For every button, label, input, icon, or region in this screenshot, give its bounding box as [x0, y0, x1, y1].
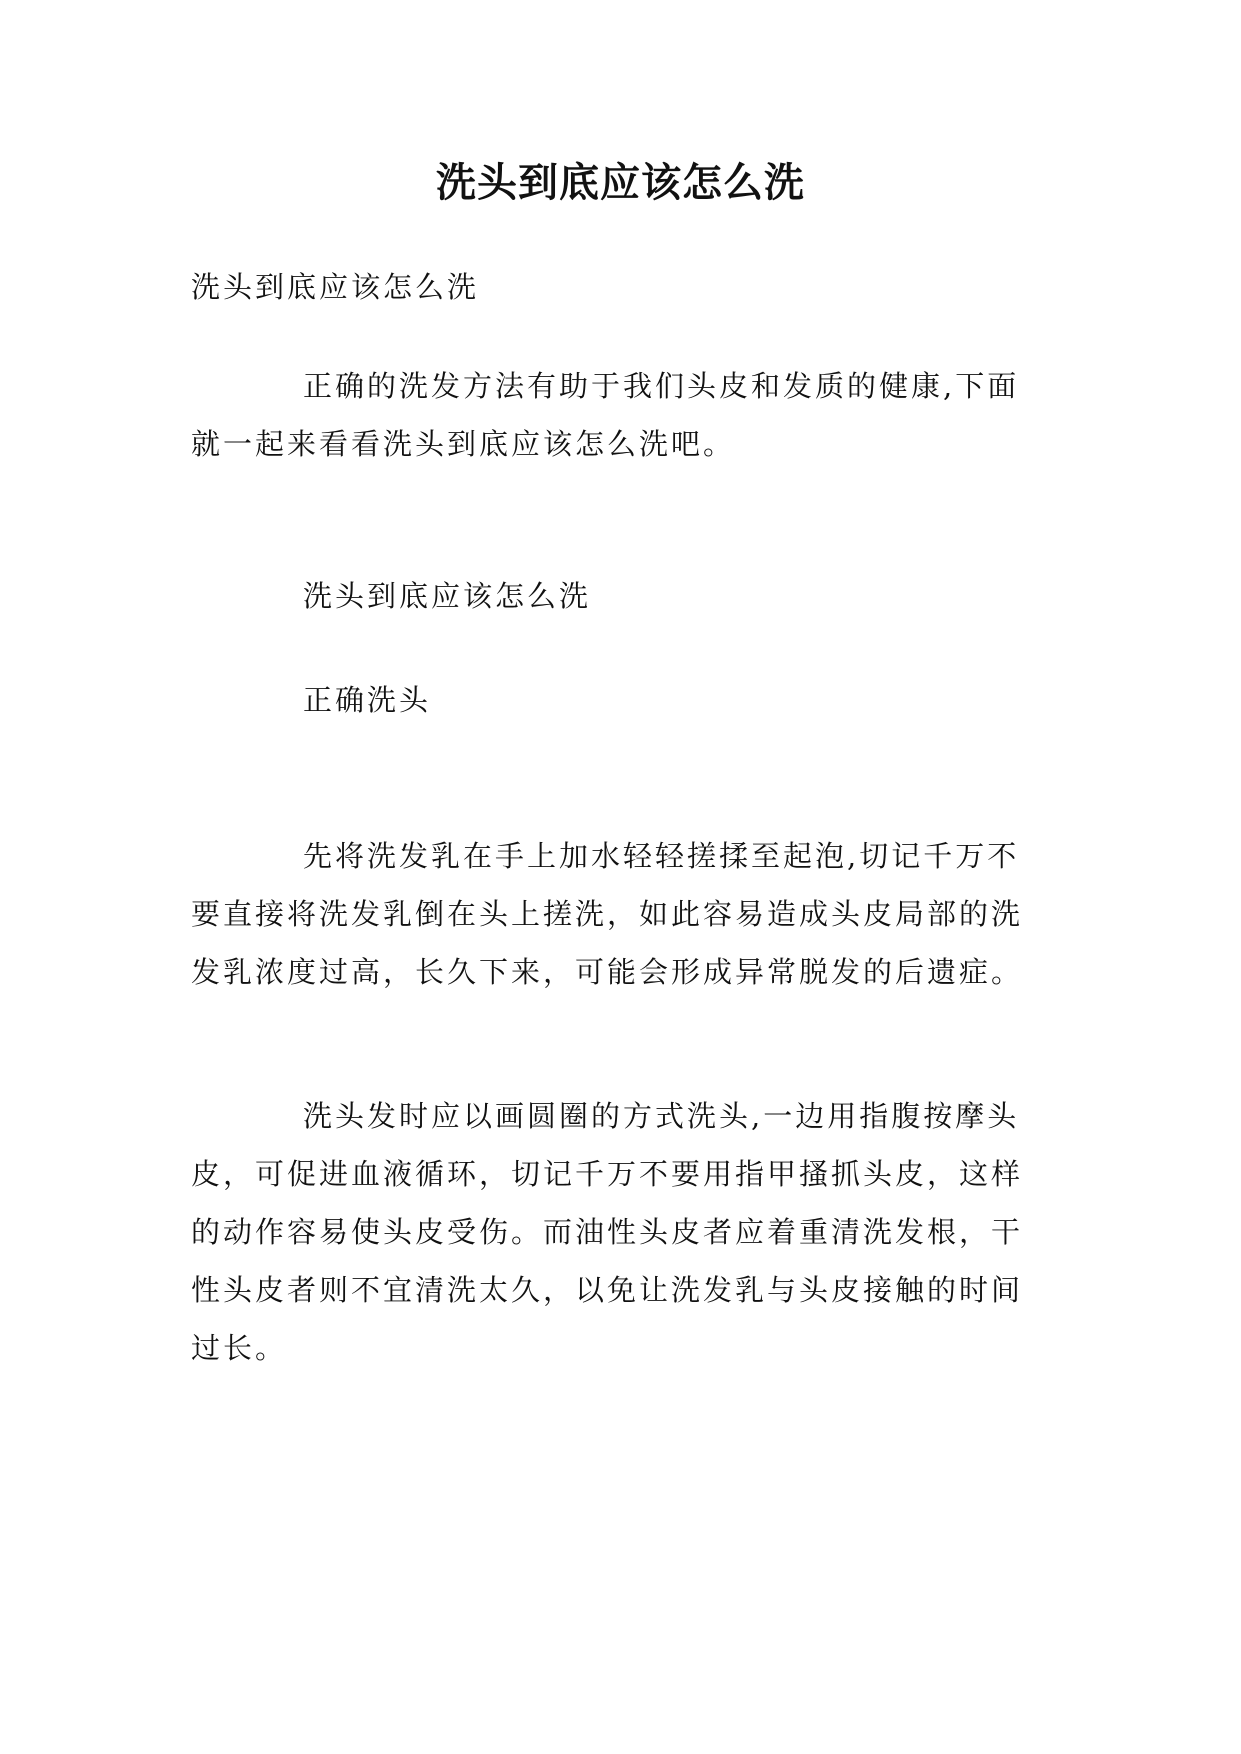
intro-line: 正确的洗发方法有助于我们头皮和发质的健康,下面 [303, 369, 1020, 403]
paragraph-shampoo-foam [191, 827, 1061, 1001]
paragraph-massage [191, 1087, 1061, 1377]
document-title: 洗头到底应该怎么洗 [436, 159, 805, 206]
paragraph-line: 皮，可促进血液循环，切记千万不要用指甲搔抓头皮，这样 [191, 1157, 1024, 1191]
paragraph-line: 要直接将洗发乳倒在头上搓洗，如此容易造成头皮局部的洗 [191, 897, 1024, 931]
paragraph-line: 洗头发时应以画圆圈的方式洗头,一边用指腹按摩头 [303, 1099, 1020, 1133]
paragraph-line: 发乳浓度过高，长久下来，可能会形成异常脱发的后遗症。 [191, 955, 1024, 989]
paragraph-line: 先将洗发乳在手上加水轻轻搓揉至起泡,切记千万不 [303, 839, 1020, 873]
paragraph-line: 性头皮者则不宜清洗太久，以免让洗发乳与头皮接触的时间 [191, 1273, 1024, 1307]
intro-paragraph [191, 357, 1061, 473]
document-subtitle: 洗头到底应该怎么洗 [191, 270, 480, 304]
sub-heading: 正确洗头 [303, 683, 432, 717]
section-heading: 洗头到底应该怎么洗 [303, 579, 592, 613]
paragraph-line: 过长。 [191, 1331, 288, 1365]
paragraph-line: 的动作容易使头皮受伤。而油性头皮者应着重清洗发根，干 [191, 1215, 1024, 1249]
intro-line: 就一起来看看洗头到底应该怎么洗吧。 [191, 427, 736, 461]
